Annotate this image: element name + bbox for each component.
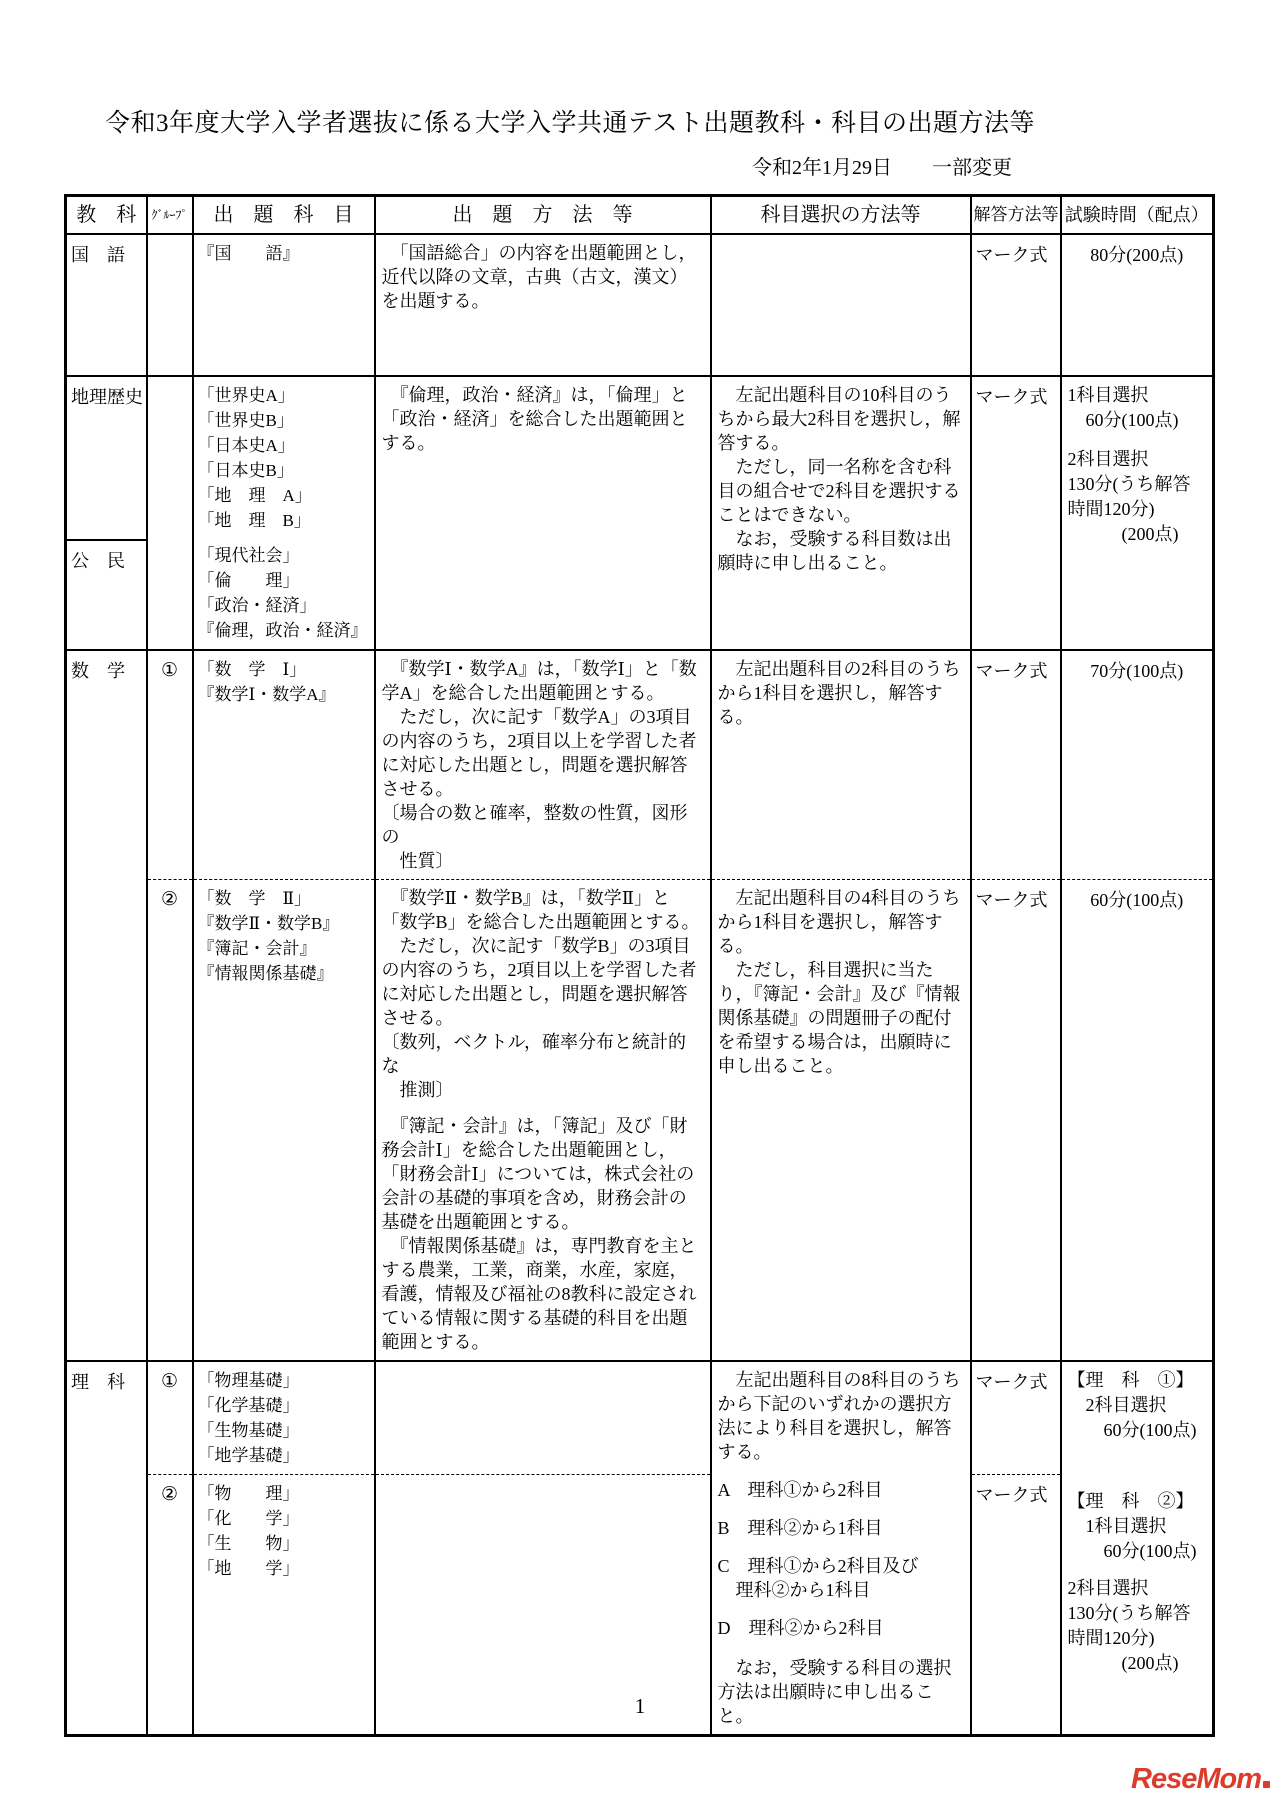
cell-science-selection <box>711 1361 971 1736</box>
cell-math2-method <box>375 879 711 1361</box>
resemom-logo-dot <box>1263 1781 1270 1788</box>
cell-chireki-group-empty <box>147 376 193 650</box>
cell-science-subject: 理 科 <box>66 1361 147 1736</box>
header-subject: 教 科 <box>66 196 147 234</box>
cell-science2-answer: マーク式 <box>971 1474 1061 1735</box>
science-selection-option-a: A 理科①から2科目 <box>717 1479 883 1500</box>
math2-method-part2: 『簿記・会計』は，「簿記」及び「財務会計Ⅰ」を総合した出題範囲とし，「財務会計Ⅰ」については，株式会社の会計の基礎的事項を含め，財務会計の基礎を出題範囲とする。 『情報関係基礎』は，専門教育を主とする農業，工業，商業，水産，家庭，看護，情報及び福祉の8教科に設定されている情報に関する基礎的科目を出題範囲とする。 <box>381 1115 697 1352</box>
header-time: 試験時間（配点） <box>1061 196 1214 234</box>
page-title: 令和3年度大学入学者選抜に係る大学入学共通テスト出題教科・科目の出題方法等 <box>104 110 1035 137</box>
cell-math1-group: ① <box>147 650 193 880</box>
science-time-group2: 【理 科 ②】 1科目選択 60分(100点) <box>1067 1490 1197 1561</box>
cell-kokugo-group-empty <box>147 234 193 376</box>
cell-kokugo-selection-empty <box>711 234 971 376</box>
header-group: ｸﾞﾙｰﾌﾟ <box>147 196 193 234</box>
cell-math1-time: 70分(100点) <box>1061 650 1214 880</box>
cell-kokugo-time: 80分(200点) <box>1061 234 1214 376</box>
resemom-logo-text: ReseMom <box>1131 1763 1261 1795</box>
row-math-group2 <box>66 879 1214 1361</box>
cell-science-time <box>1061 1361 1214 1736</box>
cell-math2-answer: マーク式 <box>971 879 1061 1361</box>
exam-subjects-table <box>64 194 1215 1737</box>
science-time-group1: 【理 科 ①】 2科目選択 60分(100点) <box>1067 1369 1197 1440</box>
chireki-time-two-subjects: 2科目選択 130分(うち解答 時間120分) (200点) <box>1067 448 1191 544</box>
table-header-row <box>66 196 1214 234</box>
cell-chireki-courses <box>193 376 375 650</box>
cell-kokugo-courses: 『国 語』 <box>193 234 375 376</box>
resemom-logo <box>1131 1763 1270 1796</box>
cell-science2-group: ② <box>147 1474 193 1735</box>
cell-math-subject: 数 学 <box>66 650 147 1361</box>
header-method: 出 題 方 法 等 <box>375 196 711 234</box>
cell-science2-courses: 「物 理」 「化 学」 「生 物」 「地 学」 <box>193 1474 375 1735</box>
cell-math2-selection: 左記出題科目の4科目のうちから1科目を選択し，解答する。 ただし，科目選択に当たり，『簿記・会計』及び『情報関係基礎』の問題冊子の配付を希望する場合は，出願時に申し出ること。 <box>711 879 971 1361</box>
revision-note: 令和2年1月29日 一部変更 <box>752 157 1012 179</box>
cell-science1-courses: 「物理基礎」 「化学基礎」 「生物基礎」 「地学基礎」 <box>193 1361 375 1475</box>
cell-chireki-answer: マーク式 <box>971 376 1061 650</box>
komin-courses-list: 「現代社会」 「倫 理」 「政治・経済」 『倫理，政治・経済』 <box>197 545 368 640</box>
cell-math2-courses: 「数 学 Ⅱ」 『数学Ⅱ・数学B』 『簿記・会計』 『情報関係基礎』 <box>193 879 375 1361</box>
cell-math2-time: 60分(100点) <box>1061 879 1214 1361</box>
cell-chireki-subject: 地理歴史 <box>66 376 147 541</box>
cell-kokugo-answer: マーク式 <box>971 234 1061 376</box>
header-selection: 科目選択の方法等 <box>711 196 971 234</box>
cell-chireki-time <box>1061 376 1214 650</box>
header-answer: 解答方法等 <box>971 196 1061 234</box>
science-selection-option-b: B 理科②から1科目 <box>717 1517 883 1538</box>
science-time-group2-two-subjects: 2科目選択 130分(うち解答 時間120分) (200点) <box>1067 1577 1191 1673</box>
cell-math2-group: ② <box>147 879 193 1361</box>
cell-chireki-selection: 左記出題科目の10科目のうちから最大2科目を選択し，解答する。 ただし，同一名称を含む科目の組合せで2科目を選択することはできない。 なお，受験する科目数は出願時に申し出ること。 <box>711 376 971 650</box>
chireki-time-one-subject: 1科目選択 60分(100点) <box>1067 384 1179 430</box>
science-selection-intro: 左記出題科目の8科目のうちから下記のいずれかの選択方法により科目を選択し，解答する。 <box>717 1369 961 1462</box>
math2-method-part1: 『数学Ⅱ・数学B』は，「数学Ⅱ」と「数学B」を総合した出題範囲とする。 ただし，次に記す「数学B」の3項目の内容のうち，2項目以上を学習した者に対応した出題とし，問題を選択解答させる。 〔数列，ベクトル，確率分布と統計的な 推測〕 <box>381 887 700 1100</box>
cell-math1-method: 『数学Ⅰ・数学A』は，「数学Ⅰ」と「数学A」を総合した出題範囲とする。 ただし，次に記す「数学A」の3項目の内容のうち，2項目以上を学習した者に対応した出題とし，問題を選択解答させる。 〔場合の数と確率，整数の性質，図形の 性質〕 <box>375 650 711 880</box>
cell-science1-group: ① <box>147 1361 193 1475</box>
page-number: 1 <box>634 1694 646 1718</box>
science-selection-note: なお，受験する科目の選択方法は出願時に申し出ること。 <box>717 1657 952 1726</box>
science-selection-option-d: D 理科②から2科目 <box>717 1617 884 1638</box>
cell-chireki-method: 『倫理，政治・経済』は，「倫理」と「政治・経済」を総合した出題範囲とする。 <box>375 376 711 650</box>
cell-kokugo-method: 「国語総合」の内容を出題範囲とし，近代以降の文章，古典（古文，漢文）を出題する。 <box>375 234 711 376</box>
science-selection-option-c: C 理科①から2科目及び 理科②から1科目 <box>717 1555 919 1600</box>
cell-komin-subject: 公 民 <box>66 540 147 649</box>
row-science-group1 <box>66 1361 1214 1475</box>
row-math-group1 <box>66 650 1214 880</box>
row-kokugo <box>66 234 1214 376</box>
cell-science1-answer: マーク式 <box>971 1361 1061 1475</box>
cell-kokugo-subject: 国 語 <box>66 234 147 376</box>
cell-math1-courses: 「数 学 Ⅰ」 『数学Ⅰ・数学A』 <box>193 650 375 880</box>
cell-math1-answer: マーク式 <box>971 650 1061 880</box>
cell-science1-method-empty <box>375 1361 711 1475</box>
header-courses: 出 題 科 目 <box>193 196 375 234</box>
cell-math1-selection: 左記出題科目の2科目のうちから1科目を選択し，解答する。 <box>711 650 971 880</box>
chireki-courses-list: 「世界史A」 「世界史B」 「日本史A」 「日本史B」 「地 理 A」 「地 理 B」 <box>197 385 312 530</box>
row-chireki <box>66 376 1214 541</box>
